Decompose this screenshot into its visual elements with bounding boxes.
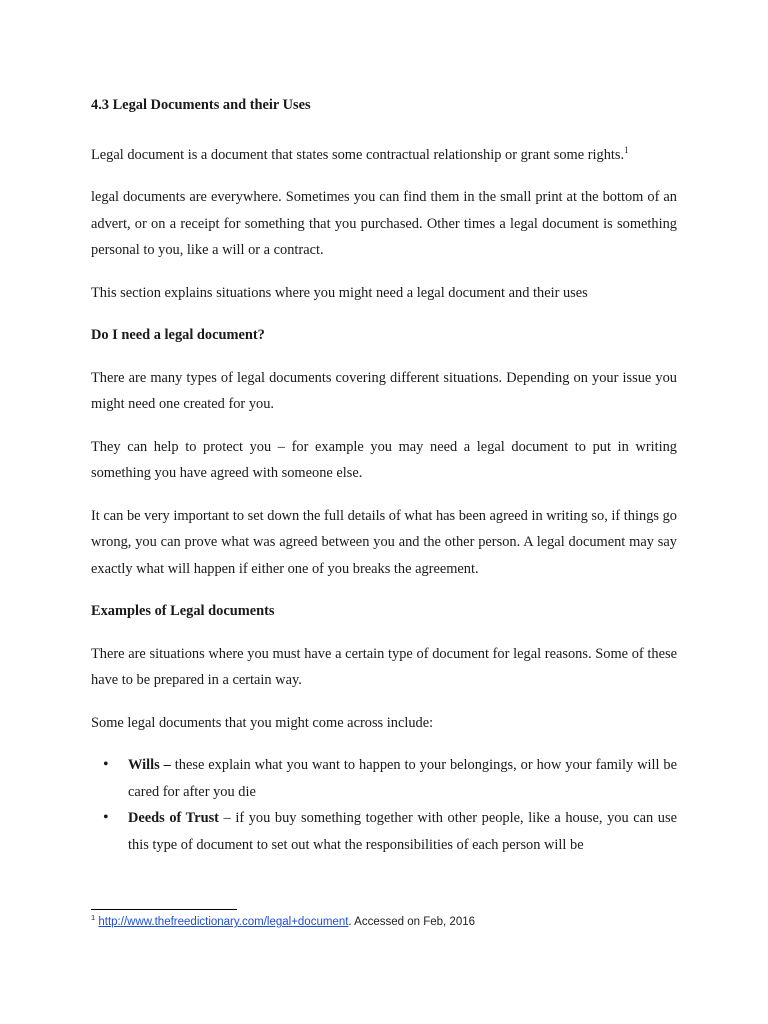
list-item-wills — [91, 752, 677, 805]
footnote-marker: 1 — [91, 913, 96, 922]
paragraph-protect-you: They can help to protect you – for example you may need a legal document to put in writing something you have agreed with someone else. — [91, 438, 677, 481]
bullet-icon: • — [103, 756, 109, 773]
footnote-link[interactable]: http://www.thefreedictionary.com/legal+document — [98, 916, 349, 928]
definition-paragraph — [91, 142, 677, 169]
footnote-separator — [91, 909, 237, 910]
list-item-deeds-of-trust — [91, 805, 677, 858]
heading-examples: Examples of Legal documents — [91, 603, 275, 619]
examples-list — [91, 752, 677, 858]
paragraph-many-types: There are many types of legal documents covering different situations. Depending on your issue you might need one created for you. — [91, 369, 677, 412]
section-title: 4.3 Legal Documents and their Uses — [91, 97, 311, 113]
paragraph-full-details: It can be very important to set down the full details of what has been agreed in writing so, if things go wrong, you can prove what was agreed between you and the other person. A legal document may say exactly what will happen if either one of you breaks the agreement. — [91, 507, 677, 577]
paragraph-come-across: Some legal documents that you might come across include: — [91, 714, 434, 731]
footnote-reference[interactable]: 1 — [624, 144, 629, 155]
heading-need-legal-document: Do I need a legal document? — [91, 327, 265, 343]
paragraph-everywhere: legal documents are everywhere. Sometimes you can find them in the small print at the bottom of an advert, or on a receipt for something that you purchased. Other times a legal document is something personal to you, like a will or a contract. — [91, 189, 677, 258]
list-item-text: – if you buy something together with other people, like a house, you can use this type of document to set out what the responsibilities of each person will be — [128, 810, 677, 853]
document-body — [91, 92, 677, 858]
footnote-suffix: . Accessed on Feb, 2016 — [348, 916, 476, 928]
definition-text: Legal document is a document that states some contractual relationship or grant some rights. — [91, 146, 625, 163]
paragraph-situations: There are situations where you must have a certain type of document for legal reasons. Some of these have to be prepared in a certain way. — [91, 645, 677, 688]
list-item-text: these explain what you want to happen to your belongings, or how your family will be cared for after you die — [128, 757, 677, 800]
paragraph-section-explains: This section explains situations where you might need a legal document and their uses — [91, 284, 588, 301]
bullet-icon: • — [103, 809, 109, 826]
list-item-term: Deeds of Trust — [128, 810, 219, 826]
footnote — [91, 914, 475, 930]
list-item-term: Wills – — [128, 757, 171, 773]
